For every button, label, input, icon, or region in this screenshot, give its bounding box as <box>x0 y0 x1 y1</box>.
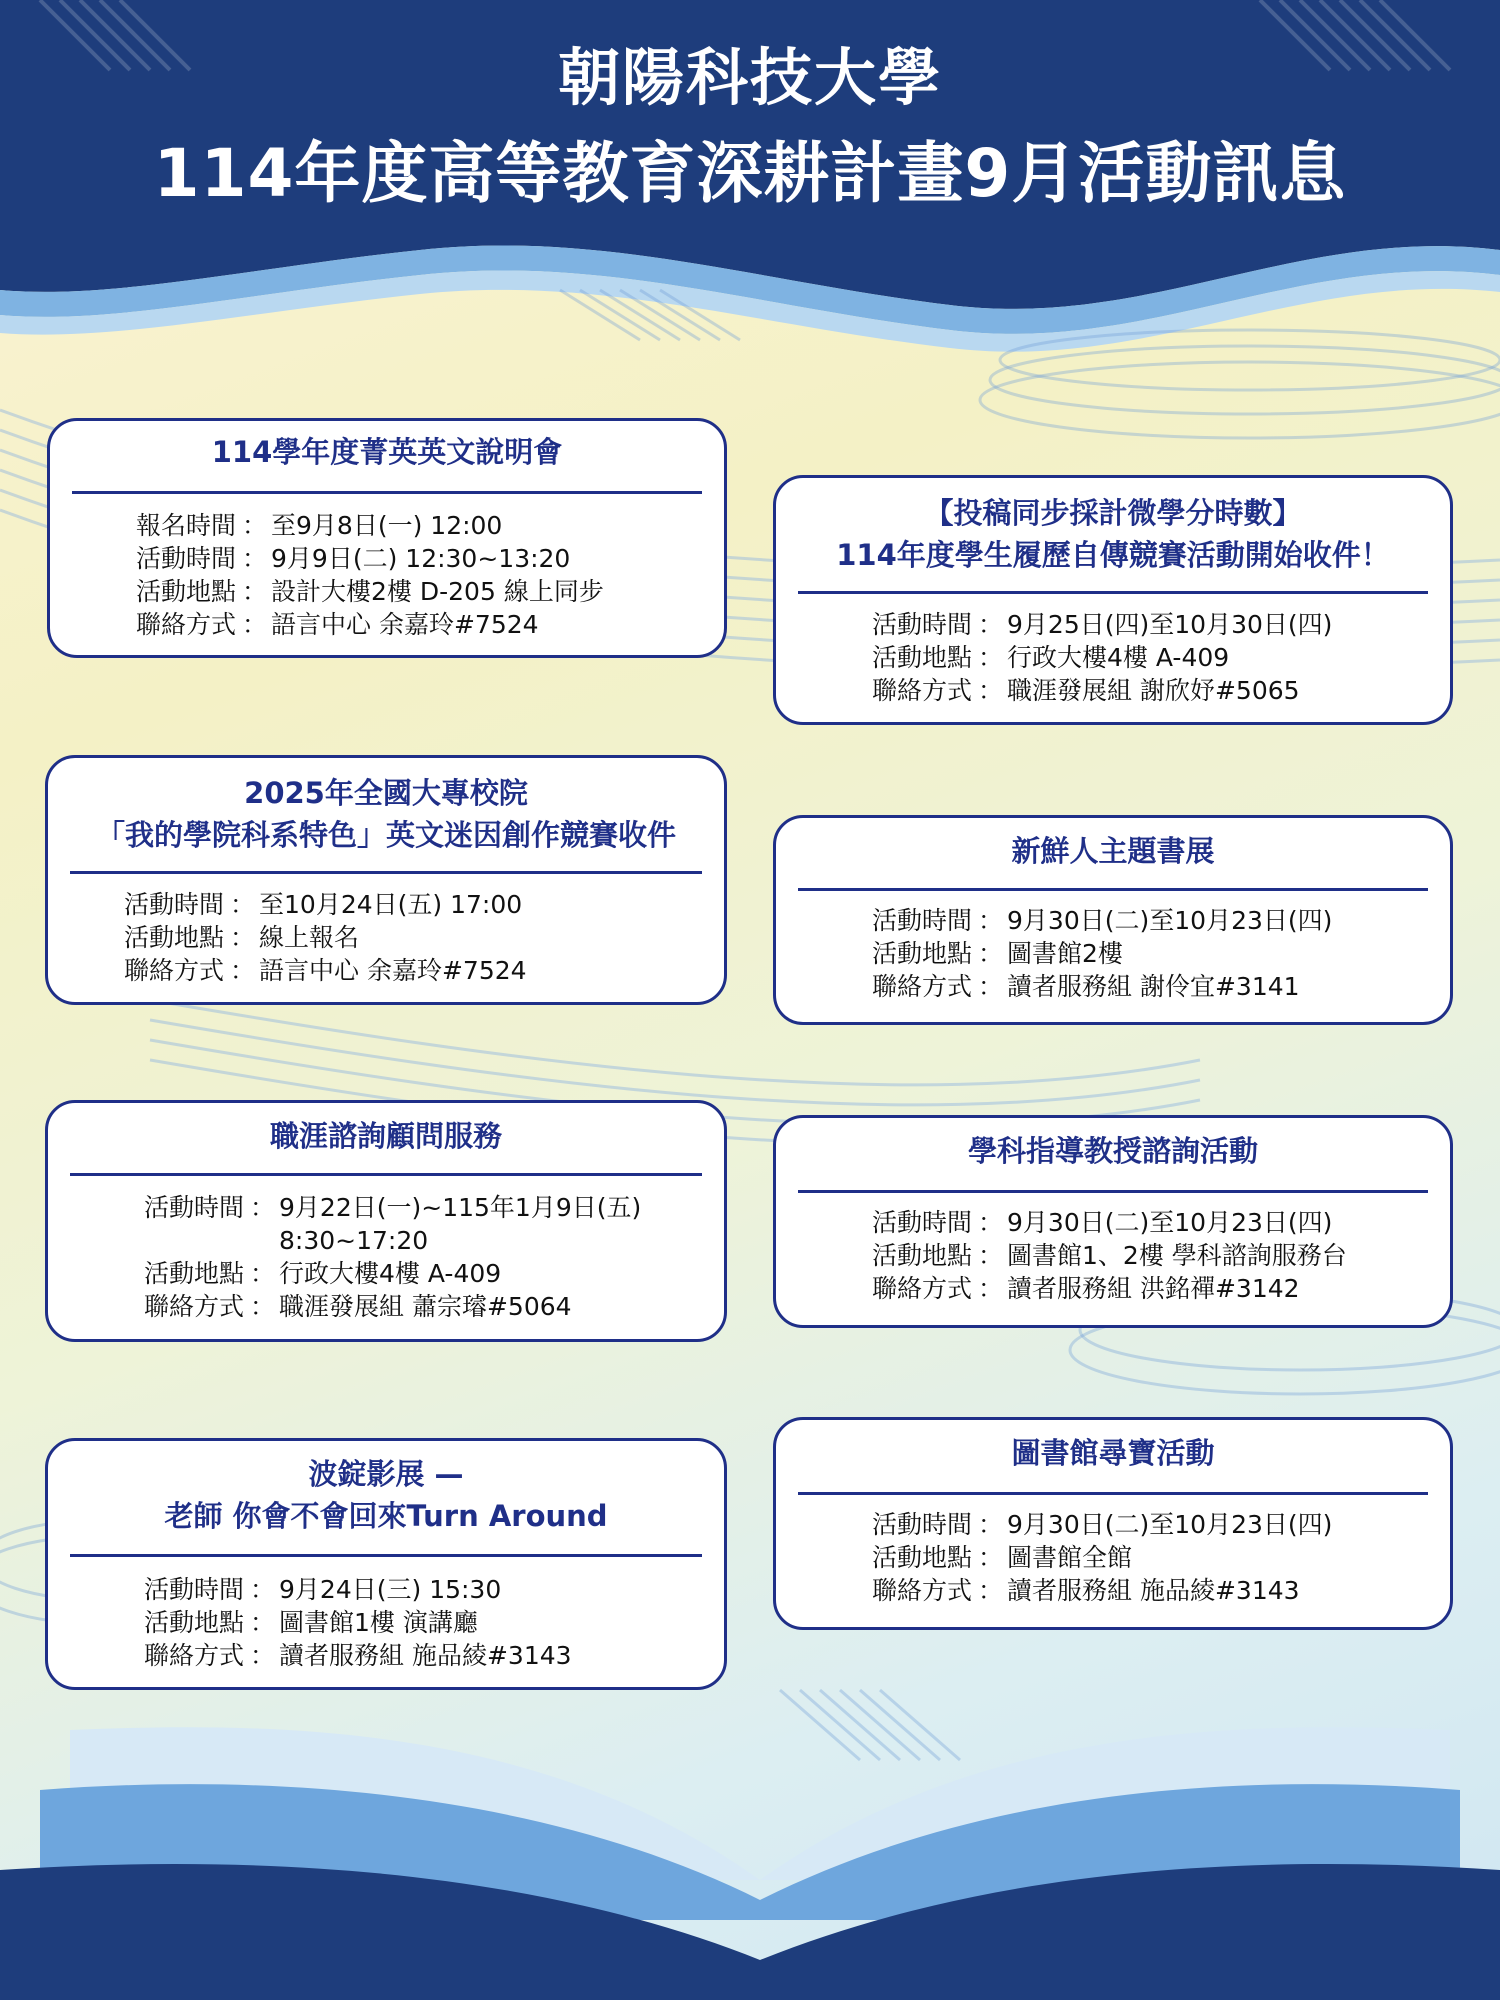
event-card-faculty-advising <box>773 1115 1453 1328</box>
detail-event-time: 活動時間 ： 9月30日(二)至10月23日(四) <box>872 1208 1333 1237</box>
detail-contact: 聯絡方式 ： 讀者服務組 施品綾#3143 <box>872 1576 1300 1605</box>
event-card-library-treasure-hunt <box>773 1417 1453 1630</box>
card-title: 學科指導教授諮詢活動 <box>967 1134 1258 1168</box>
detail-location: 活動地點 ： 行政大樓4樓 A-409 <box>144 1259 502 1288</box>
detail-contact: 聯絡方式 ： 職涯發展組 蕭宗璿#5064 <box>144 1292 572 1321</box>
detail-contact: 聯絡方式 ： 讀者服務組 謝伶宜#3141 <box>872 972 1300 1001</box>
detail-event-time: 活動時間 ： 9月24日(三) 15:30 <box>144 1575 502 1604</box>
event-card-english-briefing <box>47 418 727 658</box>
detail-location: 活動地點 ： 圖書館2樓 <box>872 939 1123 968</box>
event-card-freshman-book-fair <box>773 815 1453 1025</box>
detail-event-time: 活動時間 ： 9月9日(二) 12:30~13:20 <box>136 544 571 573</box>
card-details <box>48 888 724 987</box>
event-card-film-screening <box>45 1438 727 1690</box>
detail-event-time: 活動時間 ： 9月25日(四)至10月30日(四) <box>872 610 1333 639</box>
card-details <box>776 1508 1450 1607</box>
card-details <box>776 608 1450 707</box>
card-title: 圖書館尋寶活動 <box>1011 1436 1215 1470</box>
card-divider <box>70 1554 702 1557</box>
card-title: 波錠影展 — 老師 你會不會回來Turn Around <box>164 1457 608 1533</box>
card-title: 【投稿同步採計微學分時數】 114年度學生履歷自傳競賽活動開始收件！ <box>836 496 1390 572</box>
card-details <box>48 1191 724 1323</box>
detail-contact: 聯絡方式 ： 職涯發展組 謝欣妤#5065 <box>872 676 1300 705</box>
detail-event-time-continued: 8:30~17:20 <box>279 1226 429 1255</box>
page-title-line2: 114年度高等教育深耕計畫9月活動訊息 <box>153 135 1347 212</box>
detail-registration-time: 報名時間 ： 至9月8日(一) 12:00 <box>136 511 503 540</box>
card-details <box>50 509 724 641</box>
card-title: 2025年全國大專校院 「我的學院科系特色」英文迷因創作競賽收件 <box>95 776 676 852</box>
detail-contact: 聯絡方式 ： 語言中心 余嘉玲#7524 <box>124 956 527 985</box>
card-divider <box>798 591 1428 594</box>
card-divider <box>798 1190 1428 1193</box>
detail-location: 活動地點 ： 線上報名 <box>124 923 360 952</box>
page-title-line1: 朝陽科技大學 <box>557 41 942 114</box>
detail-contact: 聯絡方式 ： 讀者服務組 施品綾#3143 <box>144 1641 572 1670</box>
detail-location: 活動地點 ： 圖書館1、2樓 學科諮詢服務台 <box>872 1241 1347 1270</box>
detail-location: 活動地點 ： 設計大樓2樓 D-205 線上同步 <box>136 577 604 606</box>
detail-contact: 聯絡方式 ： 語言中心 余嘉玲#7524 <box>136 610 539 639</box>
detail-contact: 聯絡方式 ： 讀者服務組 洪銘禪#3142 <box>872 1274 1300 1303</box>
detail-location: 活動地點 ： 圖書館1樓 演講廳 <box>144 1608 478 1637</box>
card-divider <box>798 888 1428 891</box>
card-divider <box>798 1492 1428 1495</box>
event-card-career-consulting <box>45 1100 727 1342</box>
card-details <box>776 904 1450 1003</box>
card-title: 114學年度菁英英文說明會 <box>211 435 563 469</box>
card-title: 職涯諮詢顧問服務 <box>269 1119 502 1153</box>
event-card-resume-contest <box>773 475 1453 725</box>
card-divider <box>72 491 702 494</box>
card-title: 新鮮人主題書展 <box>1011 834 1215 868</box>
card-details <box>48 1573 724 1672</box>
detail-event-time: 活動時間 ： 9月30日(二)至10月23日(四) <box>872 906 1333 935</box>
detail-location: 活動地點 ： 圖書館全館 <box>872 1543 1133 1572</box>
detail-event-time: 活動時間 ： 至10月24日(五) 17:00 <box>124 890 523 919</box>
card-divider <box>70 871 702 874</box>
card-details <box>776 1206 1450 1305</box>
detail-event-time: 活動時間 ： 9月22日(一)~115年1月9日(五) <box>144 1193 642 1222</box>
detail-location: 活動地點 ： 行政大樓4樓 A-409 <box>872 643 1230 672</box>
event-card-meme-contest <box>45 755 727 1005</box>
detail-event-time: 活動時間 ： 9月30日(二)至10月23日(四) <box>872 1510 1333 1539</box>
card-divider <box>70 1173 702 1176</box>
